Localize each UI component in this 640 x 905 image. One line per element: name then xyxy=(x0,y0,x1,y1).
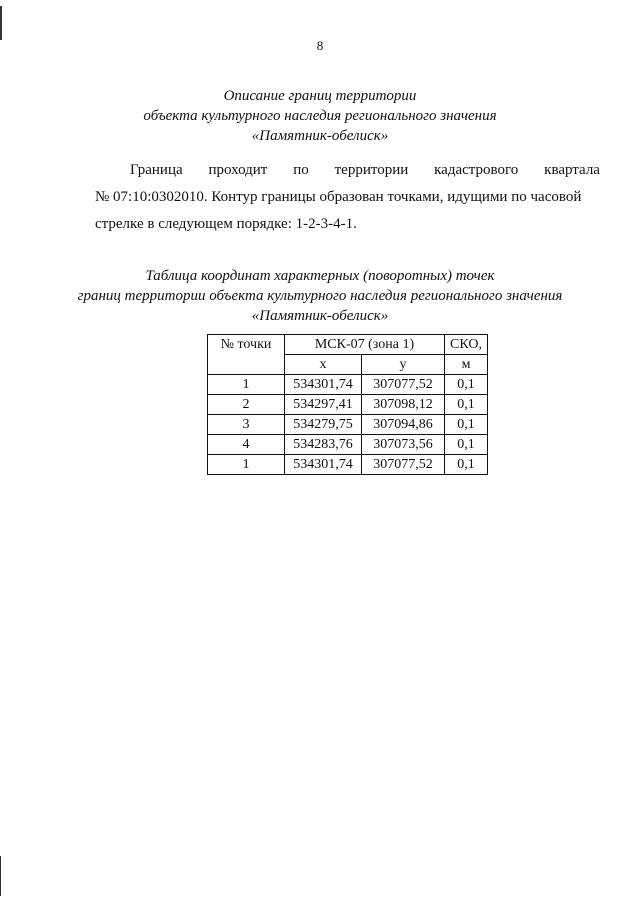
paragraph-word: квартала xyxy=(544,162,600,178)
table-row xyxy=(208,435,488,455)
paragraph-word: территории xyxy=(334,162,409,178)
cell-x: 534297,41 xyxy=(285,395,362,415)
table-row xyxy=(208,415,488,435)
cell-point: 3 xyxy=(208,415,285,435)
header-error-unit: м xyxy=(445,355,488,375)
description-heading-line-2: объекта культурного наследия регионального значения xyxy=(143,108,497,124)
scan-edge-mark-top xyxy=(0,6,2,40)
table-row xyxy=(208,395,488,415)
table-heading-line-3: «Памятник-обелиск» xyxy=(251,308,389,324)
paragraph-line-3: стрелке в следующем порядке: 1-2-3-4-1. xyxy=(95,216,357,232)
cell-y: 307077,52 xyxy=(362,375,445,395)
description-heading-line-1: Описание границ территории xyxy=(223,88,417,104)
table-heading-line-2: границ территории объекта культурного наследия регионального значения xyxy=(77,288,563,304)
cell-y: 307098,12 xyxy=(362,395,445,415)
header-error: СКО, xyxy=(445,335,488,355)
paragraph-word: кадастрового xyxy=(434,162,519,178)
cell-x: 534301,74 xyxy=(285,375,362,395)
cell-error: 0,1 xyxy=(445,455,488,475)
description-heading xyxy=(0,86,640,146)
description-heading-line-3: «Памятник-обелиск» xyxy=(251,128,389,144)
cell-point: 1 xyxy=(208,455,285,475)
cell-x: 534283,76 xyxy=(285,435,362,455)
paragraph-word: Граница xyxy=(130,162,183,178)
table-heading xyxy=(0,266,640,326)
header-x: x xyxy=(285,355,362,375)
paragraph-word: по xyxy=(293,162,309,178)
table-row xyxy=(208,375,488,395)
cell-y: 307094,86 xyxy=(362,415,445,435)
paragraph-line-2: № 07:10:0302010. Контур границы образован точками, идущими по часовой xyxy=(95,189,582,205)
cell-error: 0,1 xyxy=(445,395,488,415)
cell-point: 1 xyxy=(208,375,285,395)
paragraph-line-1 xyxy=(95,157,600,184)
scan-edge-mark-bottom xyxy=(0,856,1,896)
table-header-row xyxy=(208,335,488,355)
table-row xyxy=(208,455,488,475)
page-number: 8 xyxy=(316,38,324,53)
coordinates-table xyxy=(207,334,488,475)
cell-point: 2 xyxy=(208,395,285,415)
cell-error: 0,1 xyxy=(445,415,488,435)
cell-x: 534301,74 xyxy=(285,455,362,475)
cell-error: 0,1 xyxy=(445,435,488,455)
table-heading-line-1: Таблица координат характерных (поворотных) точек xyxy=(145,268,495,284)
boundary-description-paragraph xyxy=(95,157,600,238)
cell-y: 307077,52 xyxy=(362,455,445,475)
header-point-number: № точки xyxy=(208,335,285,375)
cell-y: 307073,56 xyxy=(362,435,445,455)
header-y: y xyxy=(362,355,445,375)
cell-error: 0,1 xyxy=(445,375,488,395)
paragraph-word: проходит xyxy=(208,162,268,178)
cell-point: 4 xyxy=(208,435,285,455)
header-coordinate-system: МСК-07 (зона 1) xyxy=(285,335,445,355)
cell-x: 534279,75 xyxy=(285,415,362,435)
